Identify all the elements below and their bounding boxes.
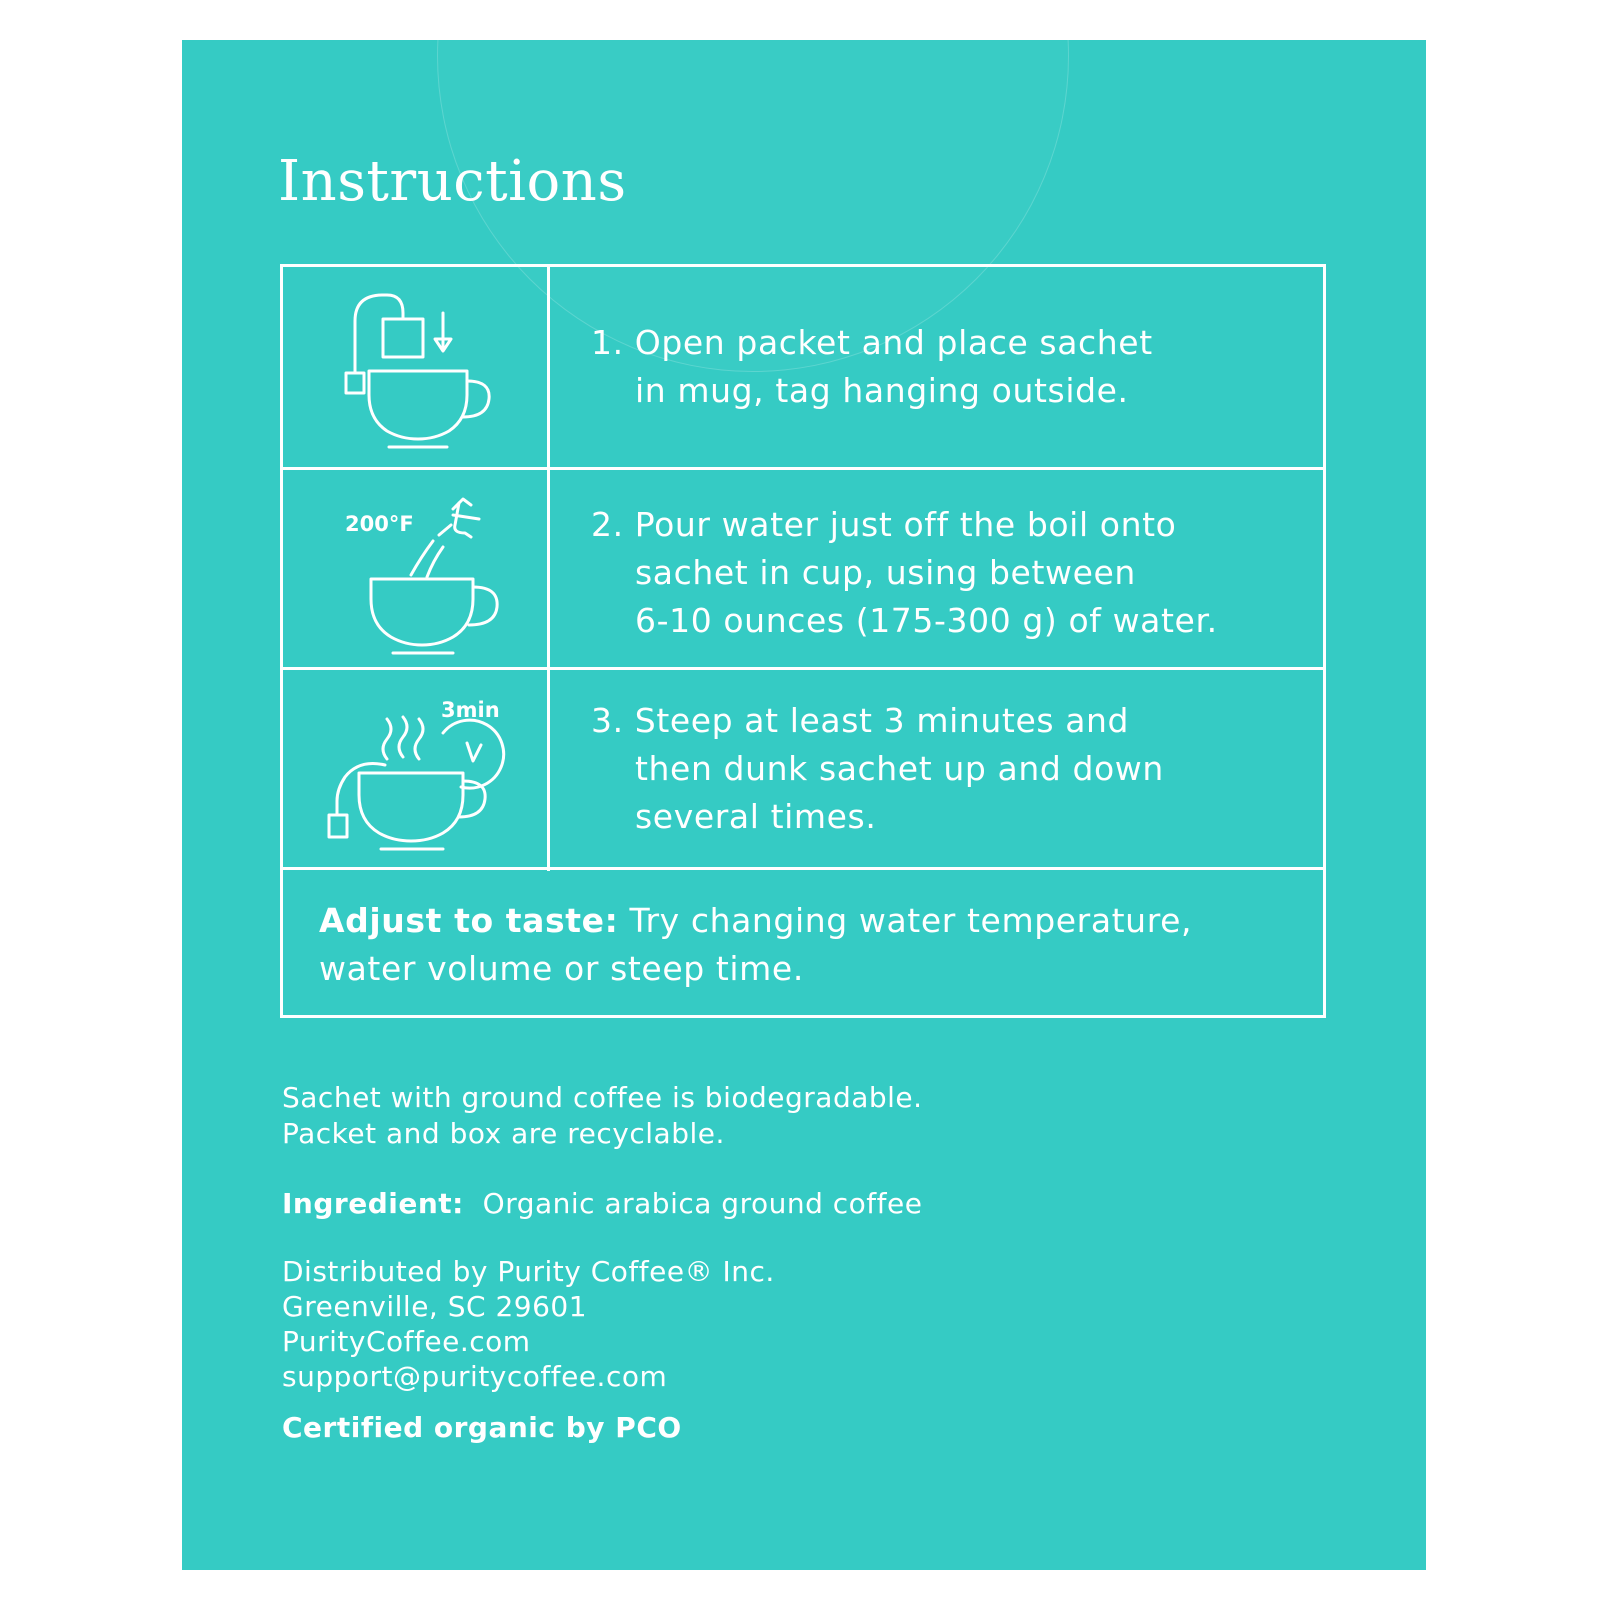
ingredient-label: Ingredient: — [282, 1187, 464, 1220]
adjust-to-taste-note — [319, 897, 1192, 993]
steaming-mug-timer-icon — [303, 677, 523, 857]
adjust-line-1: Try changing water temperature, — [618, 901, 1193, 940]
instructions-panel — [182, 40, 1426, 1570]
certification-text: Certified organic by PCO — [282, 1411, 682, 1444]
time-label: 3min — [441, 698, 500, 722]
distributor-info — [282, 1254, 775, 1394]
distributor-website: PurityCoffee.com — [282, 1325, 531, 1358]
row-divider — [283, 467, 1323, 470]
recycle-line-1: Sachet with ground coffee is biodegradable. — [282, 1081, 923, 1114]
adjust-label: Adjust to taste: — [319, 901, 619, 940]
step-1-line-1: 1. Open packet and place sachet — [591, 323, 1153, 362]
ingredient-line — [282, 1186, 922, 1222]
step-1-line-2: in mug, tag hanging outside. — [635, 371, 1129, 410]
step-3-text — [591, 697, 1164, 841]
step-3-line-3: several times. — [635, 797, 877, 836]
temperature-label: 200°F — [345, 512, 414, 536]
recycle-note — [282, 1080, 923, 1152]
row-divider — [283, 867, 1323, 870]
recycle-line-2: Packet and box are recyclable. — [282, 1117, 725, 1150]
page-title: Instructions — [278, 149, 627, 214]
distributor-email: support@puritycoffee.com — [282, 1360, 668, 1393]
step-3-line-2: then dunk sachet up and down — [635, 749, 1164, 788]
certification-line — [282, 1410, 682, 1446]
step-3-line-1: 3. Steep at least 3 minutes and — [591, 701, 1130, 740]
step-2-line-1: 2. Pour water just off the boil onto — [591, 505, 1177, 544]
distributor-address: Greenville, SC 29601 — [282, 1290, 588, 1323]
row-divider — [283, 667, 1323, 670]
ingredient-value: Organic arabica ground coffee — [482, 1187, 923, 1220]
instructions-table — [280, 264, 1326, 1018]
column-divider — [547, 267, 550, 871]
step-1-text — [591, 319, 1153, 415]
step-2-text — [591, 501, 1218, 645]
pour-water-mug-icon — [303, 479, 523, 659]
step-2-line-3: 6-10 ounces (175-300 g) of water. — [635, 601, 1218, 640]
adjust-line-2: water volume or steep time. — [319, 949, 804, 988]
distributor-name: Distributed by Purity Coffee® Inc. — [282, 1255, 775, 1288]
sachet-mug-icon — [303, 285, 523, 455]
step-2-line-2: sachet in cup, using between — [635, 553, 1136, 592]
